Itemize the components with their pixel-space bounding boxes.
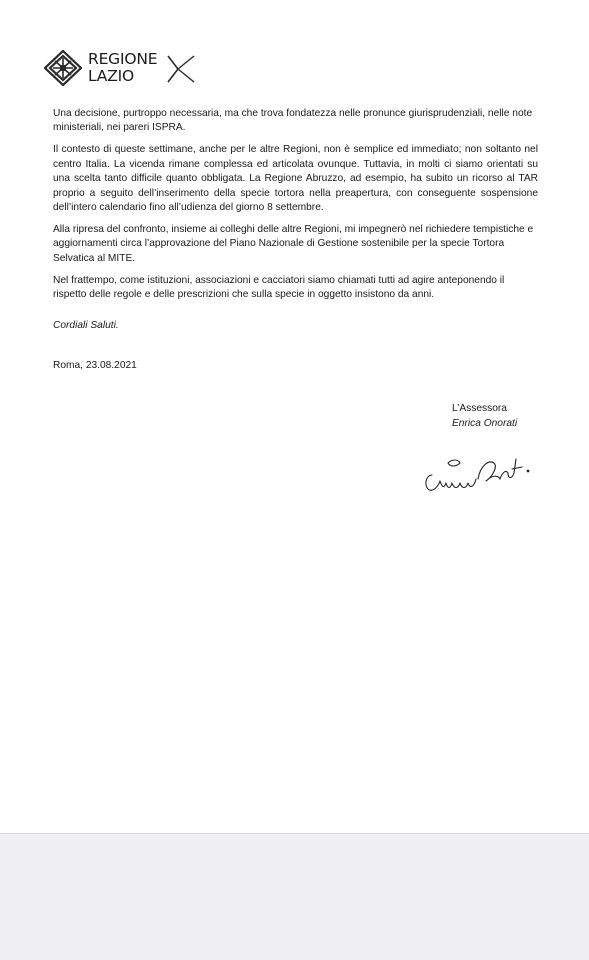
logo-line-regione: REGIONE: [88, 50, 158, 68]
paragraph-2: Il contesto di queste settimane, anche per le altre Regioni, non è semplice ed immediato; non soltanto nel centro Italia. La vicenda rimane complessa ed articolata ovunque. Tuttavia, in molti ci siamo orientati su una scelta tanto difficile quanto obbligata. La Regione Abruzzo, ad esempio, ha subito un ricorso al TAR proprio a seguito dell’inserimento della specie tortora nella preapertura, con conseguente sospensione dell’intero calendario fino all’udienza del giorno 8 settembre.: [53, 144, 538, 213]
logo-line-lazio: LAZIO: [88, 67, 134, 85]
regione-lazio-emblem-icon: [44, 50, 82, 86]
logo-wordmark: [88, 51, 157, 85]
paragraph-4: Nel frattempo, come istituzioni, associazioni e cacciatori siamo chiamati tutti ad agire anteponendo il rispetto delle regole e delle prescrizioni che sulla specie in oggetto insistono da anni.: [53, 274, 505, 300]
signer-name: Enrica Onorati: [452, 418, 518, 429]
letter-body: [53, 107, 538, 310]
logo-swoosh-icon: [166, 54, 196, 84]
letter-date: Roma, 23.08.2021: [53, 360, 137, 371]
signer-role: L’Assessora: [452, 403, 507, 414]
handwritten-signature: [418, 445, 538, 500]
paragraph-1: Una decisione, purtroppo necessaria, ma che trova fondatezza nelle pronunce giurisprudenziali, nelle note ministeriali, nei pareri ISPRA.: [53, 108, 533, 134]
regione-lazio-logo: [44, 50, 194, 86]
paragraph-3: Alla ripresa del confronto, insieme ai colleghi delle altre Regioni, mi impegnerò nel richiedere tempistiche e aggiornamenti circa l’approvazione del Piano Nazionale di Gestione sostenibile per la specie Tortora Selvatica al MITE.: [53, 223, 534, 264]
closing-salutation: Cordiali Saluti.: [53, 320, 119, 331]
